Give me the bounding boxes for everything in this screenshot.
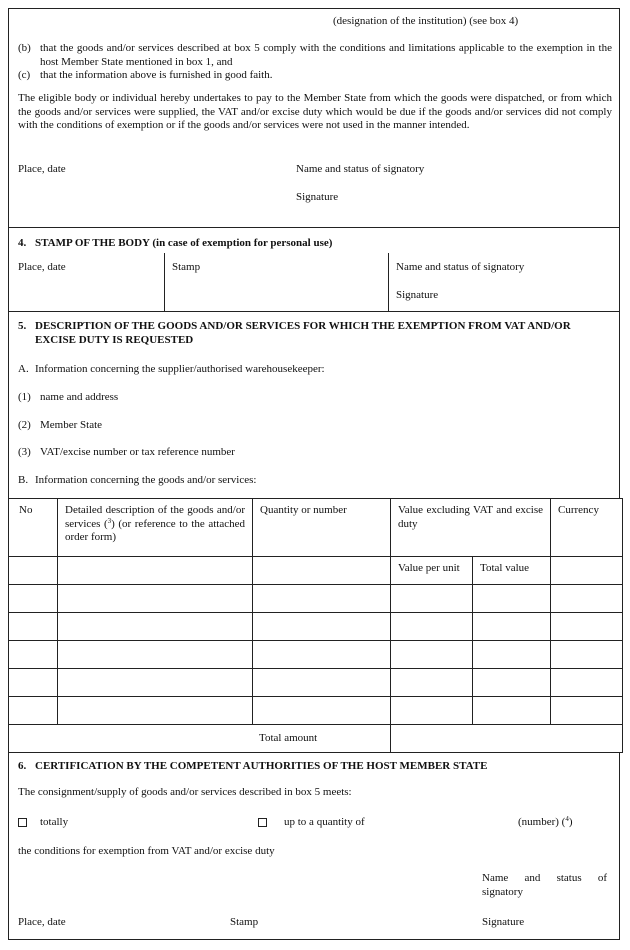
goods-table-row bbox=[9, 669, 623, 697]
section4-column-divider bbox=[164, 253, 165, 311]
table-cell-empty bbox=[391, 641, 473, 669]
table-cell-empty bbox=[253, 585, 391, 613]
table-cell-empty bbox=[551, 557, 623, 585]
section6-number: 6. bbox=[18, 760, 27, 772]
table-cell-empty bbox=[551, 669, 623, 697]
section6-name-status-label: Name and status of signatory bbox=[482, 872, 607, 898]
part-a-label: A. bbox=[18, 363, 29, 375]
item-2-text: Member State bbox=[40, 419, 103, 431]
section4-place-date-label: Place, date bbox=[18, 261, 66, 273]
totally-checkbox[interactable] bbox=[18, 818, 27, 827]
section6-header bbox=[18, 760, 612, 774]
table-cell-empty bbox=[391, 669, 473, 697]
number-caption bbox=[518, 816, 573, 830]
col-header-quantity: Quantity or number bbox=[253, 499, 391, 557]
goods-table-total-row bbox=[9, 725, 623, 753]
section5-part-b bbox=[18, 474, 612, 488]
table-cell-empty bbox=[9, 585, 58, 613]
item-c-label: (c) bbox=[18, 69, 31, 81]
top-signature-label: Signature bbox=[296, 191, 339, 203]
section4-name-status-label: Name and status of signatory bbox=[396, 261, 525, 273]
table-cell-empty bbox=[253, 641, 391, 669]
table-cell-empty bbox=[391, 585, 473, 613]
table-cell-empty bbox=[473, 641, 551, 669]
description-header-suffix: ) (or reference to the attached order form) bbox=[65, 517, 245, 543]
section5-part-a bbox=[18, 363, 612, 377]
table-cell-empty bbox=[9, 557, 58, 585]
table-cell-empty bbox=[253, 557, 391, 585]
table-cell-empty bbox=[551, 613, 623, 641]
section4-title: STAMP OF THE BODY (in case of exemption for personal use) bbox=[35, 237, 333, 249]
footnote-3-marker: 3 bbox=[107, 516, 112, 525]
part-b-label: B. bbox=[18, 474, 29, 486]
part-b-text: Information concerning the goods and/or services: bbox=[35, 474, 257, 486]
supplier-item-1 bbox=[18, 391, 612, 405]
goods-table-header-row bbox=[9, 499, 623, 557]
goods-table-row bbox=[9, 641, 623, 669]
table-cell-empty bbox=[253, 697, 391, 725]
table-cell-empty bbox=[9, 641, 58, 669]
footnote-4-marker: 4 bbox=[565, 815, 569, 823]
total-amount-label: Total amount bbox=[9, 725, 391, 753]
section6-intro: The consignment/supply of goods and/or services described in box 5 meets: bbox=[18, 786, 352, 798]
item-b-label: (b) bbox=[18, 42, 31, 54]
goods-table-row bbox=[9, 585, 623, 613]
goods-table bbox=[8, 498, 623, 753]
item-2-number: (2) bbox=[18, 419, 31, 431]
section4-header bbox=[18, 237, 612, 251]
table-cell-empty bbox=[391, 697, 473, 725]
section4-number: 4. bbox=[18, 237, 27, 249]
table-cell-empty bbox=[473, 585, 551, 613]
part-a-text: Information concerning the supplier/authorised warehousekeeper: bbox=[35, 363, 325, 375]
item-3-number: (3) bbox=[18, 446, 31, 458]
section5-title: DESCRIPTION OF THE GOODS AND/OR SERVICES FOR WHICH THE EXEMPTION FROM VAT AND/OR EXCISE DUTY IS REQUESTED bbox=[35, 320, 571, 346]
goods-table-row bbox=[9, 697, 623, 725]
table-cell-empty bbox=[551, 585, 623, 613]
item-1-number: (1) bbox=[18, 391, 31, 403]
table-cell-empty bbox=[551, 697, 623, 725]
table-cell-empty bbox=[473, 697, 551, 725]
undertaking-paragraph: The eligible body or individual hereby undertakes to pay to the Member State from which the goods were dispatched, or from which the goods and/or services were supplied, the VAT and/or excise duty which would be due if the goods and/or services did not comply with the conditions of exemption or if the goods and/or services were not used in the manner intended. bbox=[18, 92, 612, 131]
item-c-text: that the information above is furnished in good faith. bbox=[40, 69, 273, 81]
col-header-value: Value excluding VAT and excise duty bbox=[391, 499, 551, 557]
section6-signature-label: Signature bbox=[482, 916, 525, 928]
number-caption-close: ) bbox=[568, 816, 573, 828]
up-to-quantity-label: up to a quantity of bbox=[284, 816, 365, 828]
col-header-total-value: Total value bbox=[473, 557, 551, 585]
top-place-date-label: Place, date bbox=[18, 163, 66, 175]
col-header-value-per-unit: Value per unit bbox=[391, 557, 473, 585]
section6-place-date-label: Place, date bbox=[18, 916, 66, 928]
item-3-text: VAT/excise number or tax reference number bbox=[40, 446, 235, 458]
quantity-checkbox[interactable] bbox=[258, 818, 267, 827]
col-header-currency: Currency bbox=[551, 499, 623, 557]
item-1-text: name and address bbox=[40, 391, 119, 403]
top-name-status-label: Name and status of signatory bbox=[296, 163, 425, 175]
table-cell-empty bbox=[473, 669, 551, 697]
section4-signature-label: Signature bbox=[396, 289, 439, 301]
goods-table-subheader-row bbox=[9, 557, 623, 585]
table-cell-empty bbox=[9, 613, 58, 641]
table-cell-empty bbox=[58, 585, 253, 613]
declaration-item-c bbox=[18, 69, 612, 83]
number-caption-text: (number) ( bbox=[518, 816, 566, 828]
declaration-item-b bbox=[18, 42, 612, 69]
section6-title: CERTIFICATION BY THE COMPETENT AUTHORITIES OF THE HOST MEMBER STATE bbox=[35, 760, 488, 772]
supplier-item-3 bbox=[18, 446, 612, 460]
section4-stamp-label: Stamp bbox=[172, 261, 201, 273]
totally-label: totally bbox=[40, 816, 69, 828]
col-header-no: No bbox=[9, 499, 58, 557]
declaration-list bbox=[18, 42, 612, 83]
designation-caption: (designation of the institution) (see box 4) bbox=[333, 15, 519, 27]
table-cell-empty bbox=[58, 613, 253, 641]
table-cell-empty bbox=[253, 613, 391, 641]
table-cell-empty bbox=[58, 669, 253, 697]
table-cell-empty bbox=[58, 557, 253, 585]
section-divider bbox=[8, 227, 620, 228]
table-cell-empty bbox=[58, 697, 253, 725]
table-cell-empty bbox=[253, 669, 391, 697]
total-amount-value-cell bbox=[391, 725, 623, 753]
table-cell-empty bbox=[391, 613, 473, 641]
table-cell-empty bbox=[58, 641, 253, 669]
item-b-text: that the goods and/or services described at box 5 comply with the conditions and limitations applicable to the exemption in the host Member State mentioned in box 1, and bbox=[40, 42, 612, 68]
supplier-item-2 bbox=[18, 419, 612, 433]
conditions-line: the conditions for exemption from VAT and/or excise duty bbox=[18, 845, 275, 857]
description-header-text: Detailed description of the goods and/or services ( bbox=[65, 504, 245, 530]
section4-column-divider bbox=[388, 253, 389, 311]
section5-number: 5. bbox=[18, 320, 27, 332]
table-cell-empty bbox=[551, 641, 623, 669]
col-header-description bbox=[58, 499, 253, 557]
table-cell-empty bbox=[9, 669, 58, 697]
table-cell-empty bbox=[473, 613, 551, 641]
goods-table-row bbox=[9, 613, 623, 641]
section6-stamp-label: Stamp bbox=[230, 916, 259, 928]
section5-header bbox=[18, 320, 614, 347]
section-divider bbox=[8, 311, 620, 312]
table-cell-empty bbox=[9, 697, 58, 725]
